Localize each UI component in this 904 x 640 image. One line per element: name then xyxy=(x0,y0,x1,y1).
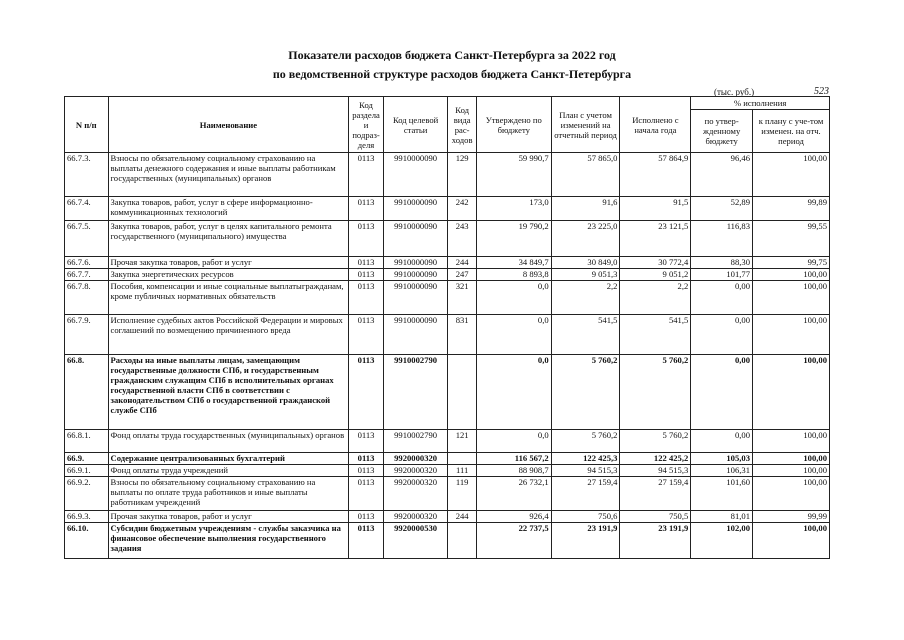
row-number: 66.7.5. xyxy=(65,221,109,257)
row-approved: 88 908,7 xyxy=(476,465,551,477)
row-target-code: 9910000090 xyxy=(383,315,448,355)
header-executed: Исполнено с начала года xyxy=(620,97,691,153)
table-row xyxy=(65,453,830,465)
row-pct-plan: 100,00 xyxy=(753,430,830,453)
row-pct-plan: 100,00 xyxy=(753,269,830,281)
row-number: 66.7.6. xyxy=(65,257,109,269)
row-section-code: 0113 xyxy=(349,315,383,355)
table-row xyxy=(65,197,830,221)
row-name: Взносы по обязательному социальному страхованию на выплаты денежного содержания и иные выплаты работникам государственных (муниципальных) органов xyxy=(108,153,349,197)
row-target-code: 9910000090 xyxy=(383,197,448,221)
table-row xyxy=(65,355,830,430)
row-number: 66.7.4. xyxy=(65,197,109,221)
row-planned: 57 865,0 xyxy=(551,153,620,197)
row-approved: 26 732,1 xyxy=(476,477,551,511)
row-section-code: 0113 xyxy=(349,511,383,523)
document-title-line-2: по ведомственной структуре расходов бюджета Санкт-Петербурга xyxy=(272,67,632,81)
row-planned: 27 159,4 xyxy=(551,477,620,511)
row-type-code: 243 xyxy=(448,221,476,257)
row-executed: 30 772,4 xyxy=(620,257,691,269)
row-section-code: 0113 xyxy=(349,453,383,465)
row-approved: 0,0 xyxy=(476,315,551,355)
row-type-code: 129 xyxy=(448,153,476,197)
row-section-code: 0113 xyxy=(349,465,383,477)
row-pct-budget: 106,31 xyxy=(691,465,753,477)
row-pct-plan: 100,00 xyxy=(753,281,830,315)
row-type-code: 244 xyxy=(448,511,476,523)
row-target-code: 9910000090 xyxy=(383,281,448,315)
row-section-code: 0113 xyxy=(349,153,383,197)
table-body xyxy=(65,153,830,559)
row-type-code xyxy=(448,355,476,430)
row-type-code xyxy=(448,523,476,559)
row-name: Фонд оплаты труда учреждений xyxy=(108,465,349,477)
row-approved: 0,0 xyxy=(476,281,551,315)
row-approved: 22 737,5 xyxy=(476,523,551,559)
row-target-code: 9910000090 xyxy=(383,257,448,269)
row-number: 66.10. xyxy=(65,523,109,559)
row-approved: 8 893,8 xyxy=(476,269,551,281)
row-planned: 9 051,3 xyxy=(551,269,620,281)
row-executed: 5 760,2 xyxy=(620,430,691,453)
table-row xyxy=(65,221,830,257)
row-section-code: 0113 xyxy=(349,355,383,430)
row-number: 66.7.3. xyxy=(65,153,109,197)
row-pct-plan: 99,75 xyxy=(753,257,830,269)
row-executed: 57 864,9 xyxy=(620,153,691,197)
row-pct-budget: 88,30 xyxy=(691,257,753,269)
row-executed: 94 515,3 xyxy=(620,465,691,477)
row-number: 66.9.3. xyxy=(65,511,109,523)
row-pct-budget: 101,77 xyxy=(691,269,753,281)
row-number: 66.8.1. xyxy=(65,430,109,453)
row-target-code: 9910000090 xyxy=(383,269,448,281)
row-pct-plan: 100,00 xyxy=(753,465,830,477)
row-type-code: 111 xyxy=(448,465,476,477)
row-name: Прочая закупка товаров, работ и услуг xyxy=(108,511,349,523)
row-target-code: 9920000320 xyxy=(383,453,448,465)
row-target-code: 9910000090 xyxy=(383,221,448,257)
row-pct-plan: 100,00 xyxy=(753,315,830,355)
row-section-code: 0113 xyxy=(349,477,383,511)
header-name: Наименование xyxy=(108,97,349,153)
row-pct-budget: 101,60 xyxy=(691,477,753,511)
row-name: Взносы по обязательному социальному страхованию на выплаты по оплате труда работников и иные выплаты работникам учреждений xyxy=(108,477,349,511)
row-name: Пособия, компенсации и иные социальные выплатыгражданам, кроме публичных нормативных обязательств xyxy=(108,281,349,315)
row-planned: 5 760,2 xyxy=(551,355,620,430)
row-pct-budget: 0,00 xyxy=(691,315,753,355)
row-planned: 2,2 xyxy=(551,281,620,315)
row-planned: 94 515,3 xyxy=(551,465,620,477)
row-planned: 541,5 xyxy=(551,315,620,355)
row-executed: 122 425,2 xyxy=(620,453,691,465)
header-approved: Утверждено по бюджету xyxy=(476,97,551,153)
row-pct-plan: 100,00 xyxy=(753,153,830,197)
row-pct-budget: 96,46 xyxy=(691,153,753,197)
units-label: (тыс. руб.) xyxy=(714,87,755,97)
header-percent-group: % исполнения xyxy=(691,97,830,110)
row-pct-budget: 0,00 xyxy=(691,355,753,430)
row-approved: 0,0 xyxy=(476,355,551,430)
row-pct-budget: 116,83 xyxy=(691,221,753,257)
row-executed: 2,2 xyxy=(620,281,691,315)
row-number: 66.9.1. xyxy=(65,465,109,477)
row-section-code: 0113 xyxy=(349,430,383,453)
row-executed: 23 191,9 xyxy=(620,523,691,559)
row-pct-budget: 52,89 xyxy=(691,197,753,221)
row-type-code: 121 xyxy=(448,430,476,453)
row-pct-plan: 100,00 xyxy=(753,477,830,511)
row-planned: 750,6 xyxy=(551,511,620,523)
row-target-code: 9920000530 xyxy=(383,523,448,559)
row-executed: 5 760,2 xyxy=(620,355,691,430)
row-pct-plan: 100,00 xyxy=(753,523,830,559)
row-name: Субсидии бюджетным учреждениям - службы заказчика на финансовое обеспечение выполнения государственного задания xyxy=(108,523,349,559)
row-type-code: 321 xyxy=(448,281,476,315)
row-approved: 59 990,7 xyxy=(476,153,551,197)
row-number: 66.8. xyxy=(65,355,109,430)
row-planned: 23 191,9 xyxy=(551,523,620,559)
row-type-code: 244 xyxy=(448,257,476,269)
table-row xyxy=(65,269,830,281)
row-pct-budget: 105,03 xyxy=(691,453,753,465)
row-section-code: 0113 xyxy=(349,269,383,281)
row-approved: 19 790,2 xyxy=(476,221,551,257)
row-name: Закупка энергетических ресурсов xyxy=(108,269,349,281)
table-row xyxy=(65,511,830,523)
header-type: Код вида рас-ходов xyxy=(448,97,476,153)
row-executed: 27 159,4 xyxy=(620,477,691,511)
header-pct-plan: к плану с уче-том изменен. на отч. период xyxy=(753,110,830,153)
row-name: Содержание централизованных бухгалтерий xyxy=(108,453,349,465)
budget-table xyxy=(64,96,830,559)
row-planned: 30 849,0 xyxy=(551,257,620,269)
row-section-code: 0113 xyxy=(349,523,383,559)
row-target-code: 9920000320 xyxy=(383,465,448,477)
row-pct-plan: 99,89 xyxy=(753,197,830,221)
row-planned: 5 760,2 xyxy=(551,430,620,453)
row-executed: 750,5 xyxy=(620,511,691,523)
row-pct-plan: 100,00 xyxy=(753,453,830,465)
row-target-code: 9910002790 xyxy=(383,355,448,430)
row-name: Закупка товаров, работ, услуг в сфере информационно-коммуникационных технологий xyxy=(108,197,349,221)
table-row xyxy=(65,430,830,453)
row-section-code: 0113 xyxy=(349,221,383,257)
row-planned: 122 425,3 xyxy=(551,453,620,465)
row-name: Прочая закупка товаров, работ и услуг xyxy=(108,257,349,269)
table-row xyxy=(65,257,830,269)
row-name: Фонд оплаты труда государственных (муниципальных) органов xyxy=(108,430,349,453)
row-approved: 926,4 xyxy=(476,511,551,523)
row-approved: 173,0 xyxy=(476,197,551,221)
row-section-code: 0113 xyxy=(349,257,383,269)
row-target-code: 9910002790 xyxy=(383,430,448,453)
header-planned: План с учетом изменений на отчетный период xyxy=(551,97,620,153)
row-executed: 9 051,2 xyxy=(620,269,691,281)
row-pct-plan: 99,55 xyxy=(753,221,830,257)
row-approved: 0,0 xyxy=(476,430,551,453)
row-type-code: 247 xyxy=(448,269,476,281)
row-section-code: 0113 xyxy=(349,281,383,315)
row-name: Закупка товаров, работ, услуг в целях капитального ремонта государственного (муниципального) имущества xyxy=(108,221,349,257)
row-pct-budget: 102,00 xyxy=(691,523,753,559)
row-pct-budget: 0,00 xyxy=(691,281,753,315)
row-type-code: 242 xyxy=(448,197,476,221)
row-number: 66.7.7. xyxy=(65,269,109,281)
row-executed: 23 121,5 xyxy=(620,221,691,257)
header-num: N п/п xyxy=(65,97,109,153)
row-number: 66.7.9. xyxy=(65,315,109,355)
row-type-code xyxy=(448,453,476,465)
row-planned: 23 225,0 xyxy=(551,221,620,257)
row-approved: 116 567,2 xyxy=(476,453,551,465)
table-row xyxy=(65,477,830,511)
row-target-code: 9910000090 xyxy=(383,153,448,197)
row-approved: 34 849,7 xyxy=(476,257,551,269)
document-title-line-1: Показатели расходов бюджета Санкт-Петербурга за 2022 год xyxy=(288,48,616,62)
row-pct-budget: 81,01 xyxy=(691,511,753,523)
table-row xyxy=(65,465,830,477)
row-name: Расходы на иные выплаты лицам, замещающим государственные должности СПб, и государственным гражданским служащим СПб в исполнительных органах государственной власти СПб в соответствии с законодательством СПб о государственной гражданской службе СПб xyxy=(108,355,349,430)
row-planned: 91,6 xyxy=(551,197,620,221)
row-number: 66.9. xyxy=(65,453,109,465)
row-pct-budget: 0,00 xyxy=(691,430,753,453)
header-pct-budget: по утвер-жденному бюджету xyxy=(691,110,753,153)
row-number: 66.7.8. xyxy=(65,281,109,315)
header-target: Код целевой статьи xyxy=(383,97,448,153)
table-row xyxy=(65,281,830,315)
table-row xyxy=(65,315,830,355)
page-number: 523 xyxy=(814,86,829,97)
row-section-code: 0113 xyxy=(349,197,383,221)
row-type-code: 831 xyxy=(448,315,476,355)
row-pct-plan: 100,00 xyxy=(753,355,830,430)
row-target-code: 9920000320 xyxy=(383,511,448,523)
row-number: 66.9.2. xyxy=(65,477,109,511)
table-row xyxy=(65,523,830,559)
row-target-code: 9920000320 xyxy=(383,477,448,511)
row-pct-plan: 99,99 xyxy=(753,511,830,523)
row-executed: 541,5 xyxy=(620,315,691,355)
table-row xyxy=(65,153,830,197)
row-type-code: 119 xyxy=(448,477,476,511)
row-name: Исполнение судебных актов Российской Федерации и мировых соглашений по возмещению причиненного вреда xyxy=(108,315,349,355)
row-executed: 91,5 xyxy=(620,197,691,221)
header-section: Код раздела и подраз-деля xyxy=(349,97,383,153)
